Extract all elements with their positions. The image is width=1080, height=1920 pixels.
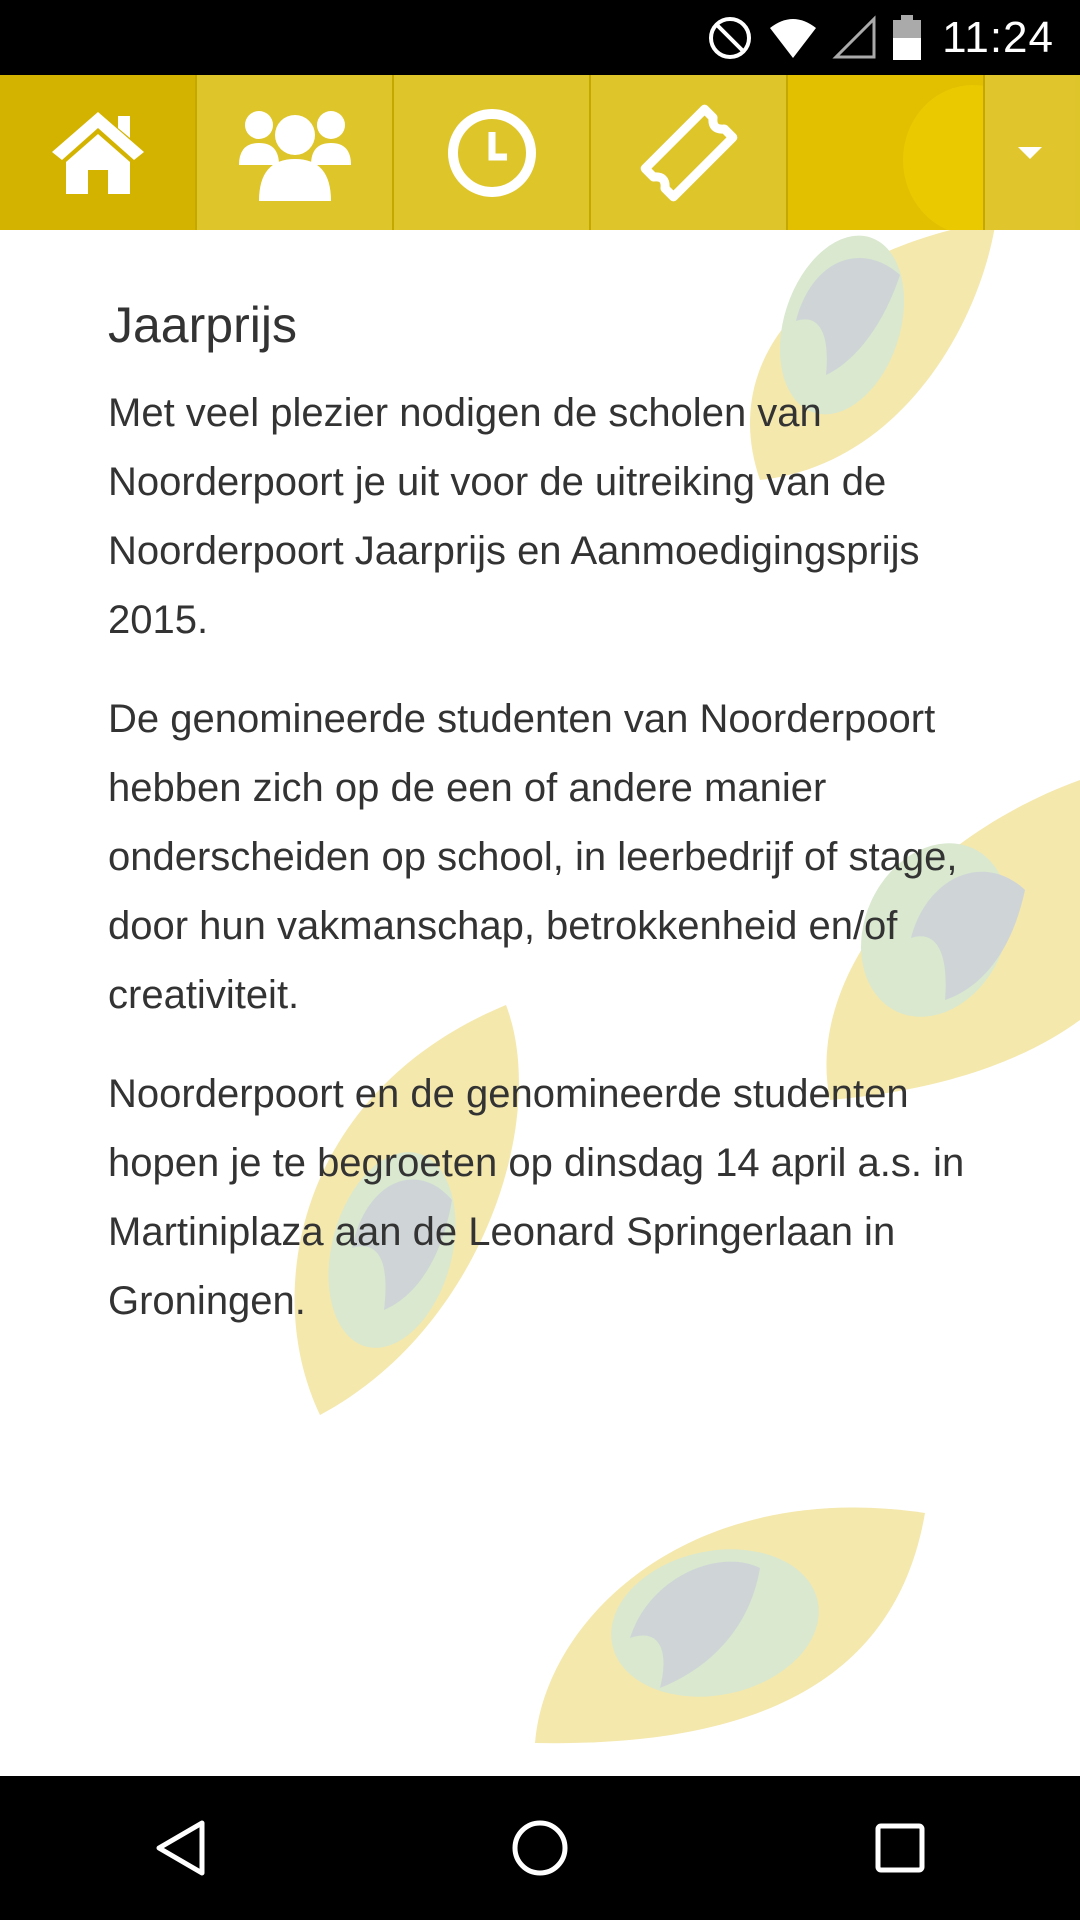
system-nav-bar [0,1776,1080,1920]
tab-blank[interactable] [788,75,985,230]
cell-signal-icon [832,15,878,61]
article-paragraph: De genomineerde studenten van Noorderpoort hebben zich op de een of andere manier onderscheiden op school, in leerbedrijf of stage, door hun vakmanschap, betrokkenheid en/of creativiteit. [108,697,958,1017]
article-paragraph: Met veel plezier nodigen de scholen van Noorderpoort je uit voor de uitreiking van de Noorderpoort Jaarprijs en Aanmoedigingsprijs 2015. [108,391,920,642]
ticket-icon [637,101,741,205]
decorative-leaf-icon [530,1488,930,1773]
clock-icon [445,106,539,200]
page-title: Jaarprijs [108,297,297,353]
home-icon [48,108,148,198]
top-toolbar [0,75,1080,230]
status-bar [0,0,1080,75]
article-content [108,285,988,1366]
tab-home[interactable] [0,75,197,230]
article-paragraph: Noorderpoort en de genomineerde studenten hopen je te begroeten op dinsdag 14 april a.s. in Martiniplaza aan de Leonard Springerlaan in Groningen. [108,1072,965,1323]
battery-icon [892,14,922,62]
recents-button[interactable] [820,1788,980,1908]
back-button[interactable] [100,1788,260,1908]
back-icon [152,1818,208,1878]
status-icons [706,0,1080,75]
tab-schedule[interactable] [394,75,591,230]
dropdown-arrow-icon [1017,146,1043,160]
recents-icon [874,1822,926,1874]
tab-people[interactable] [197,75,394,230]
people-icon [237,103,353,203]
tab-tickets[interactable] [591,75,788,230]
home-button[interactable] [460,1788,620,1908]
home-circle-icon [510,1818,570,1878]
do-not-disturb-icon [706,14,754,62]
overflow-menu-button[interactable] [985,75,1075,230]
status-time: 11:24 [942,12,1054,62]
wifi-icon [768,16,818,60]
